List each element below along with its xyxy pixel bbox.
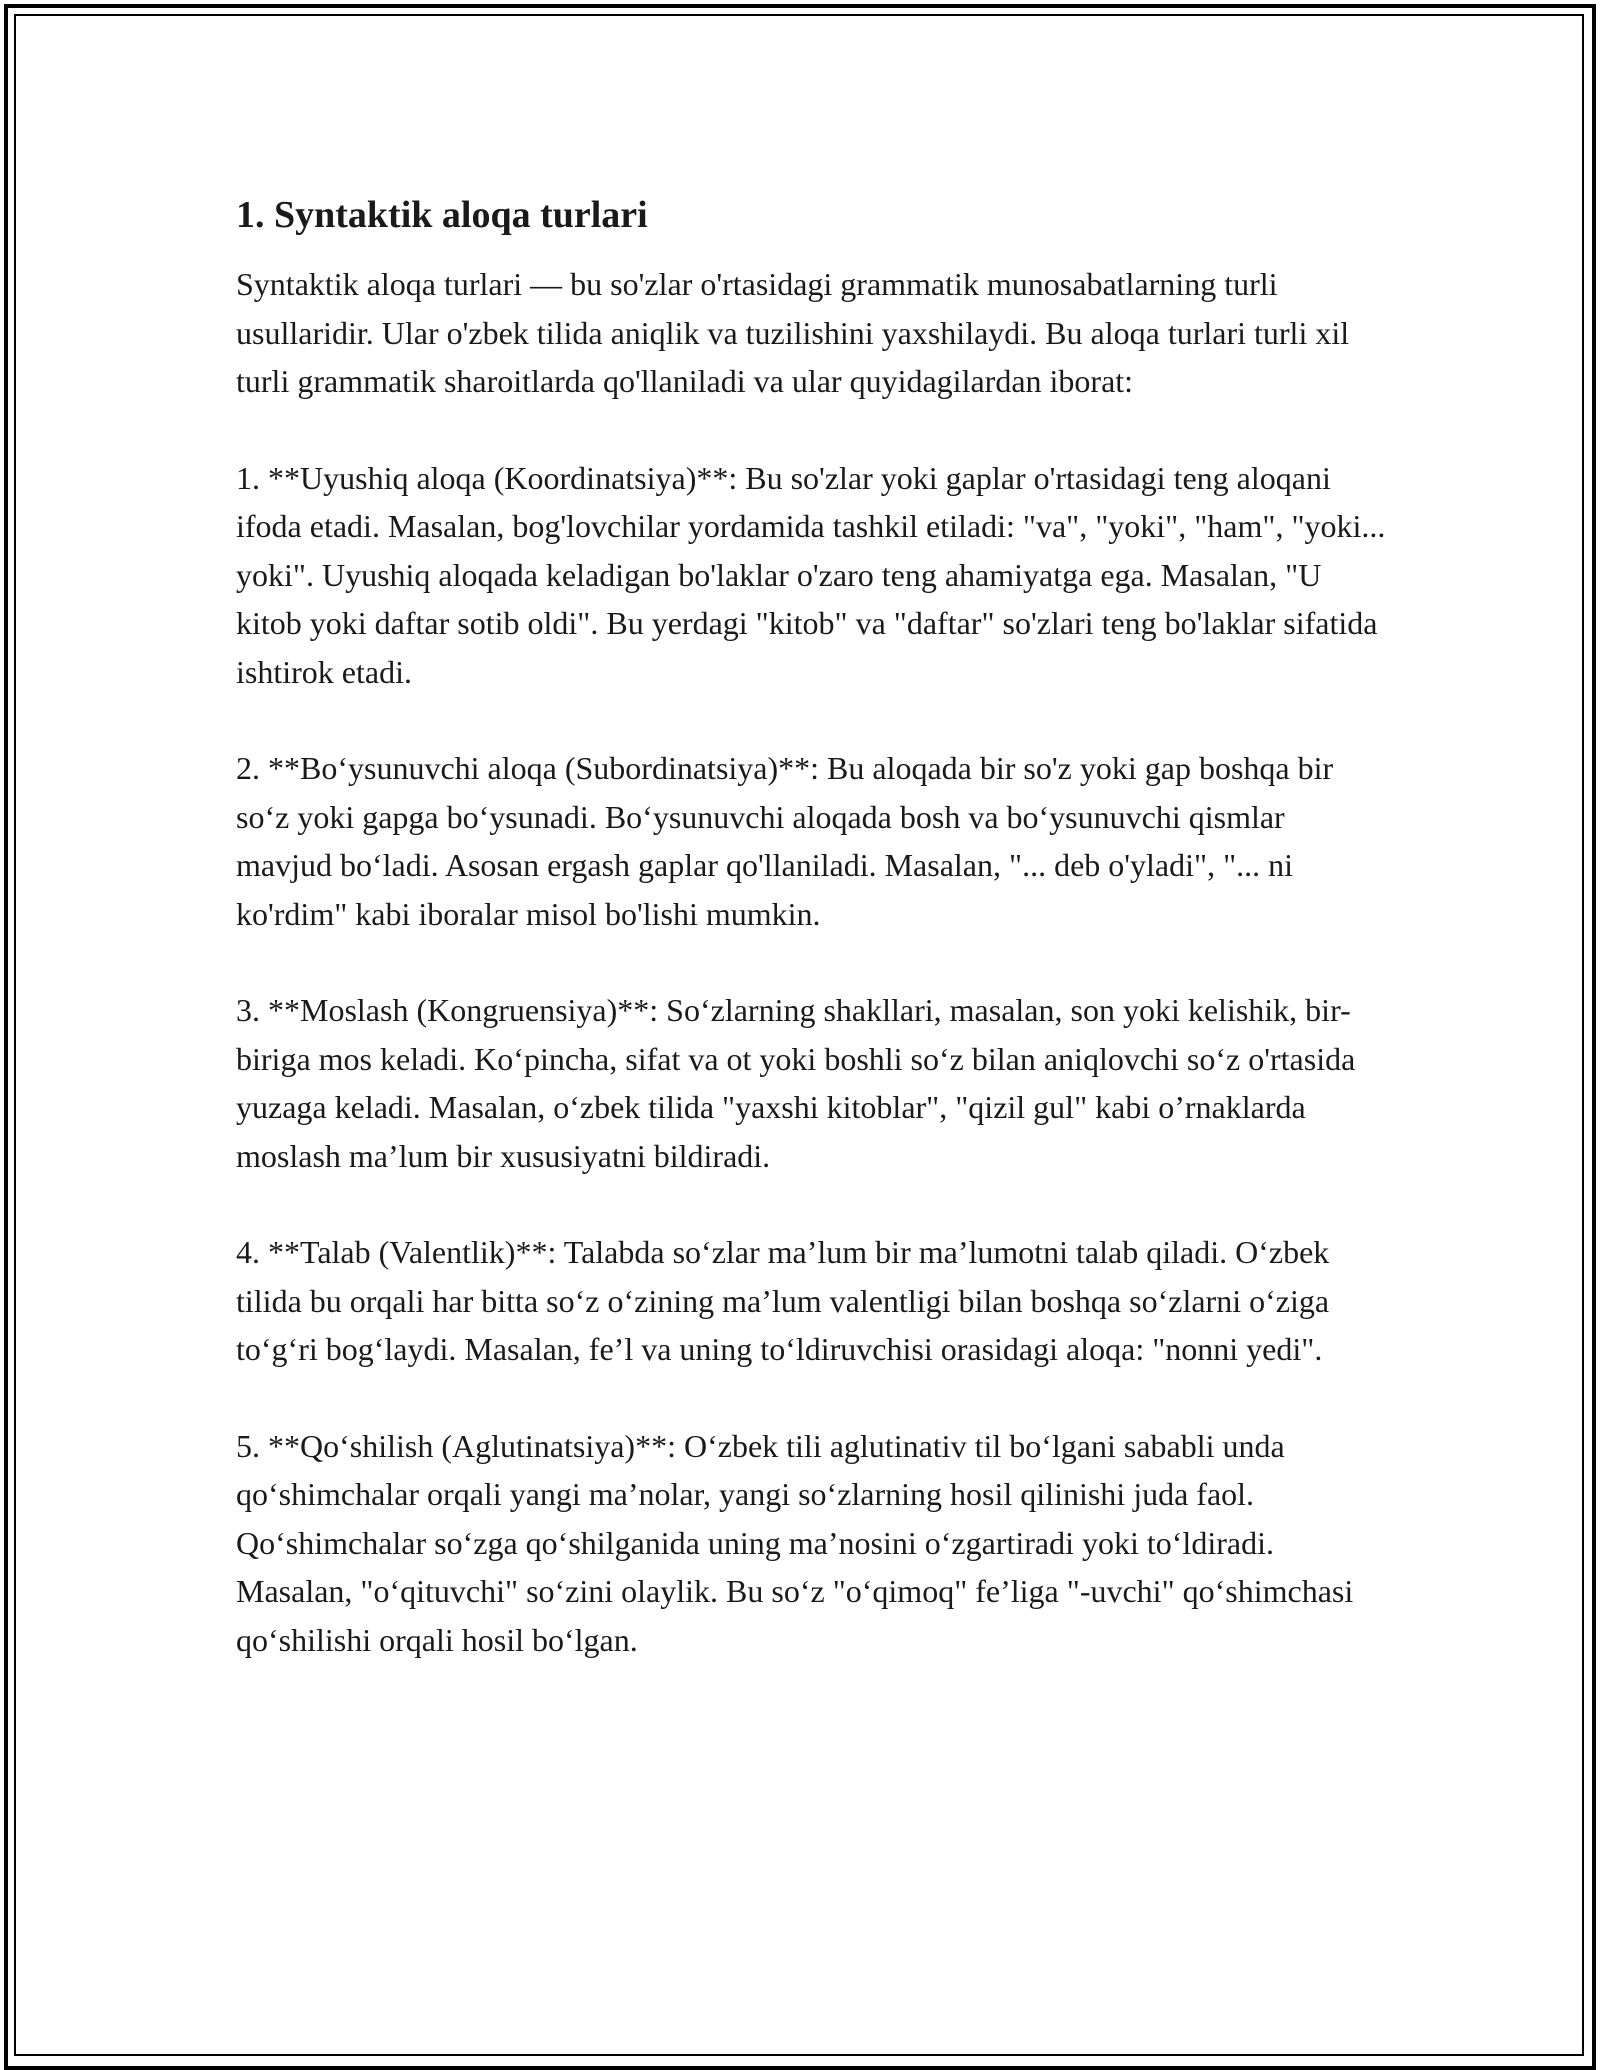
list-item-coordination: 1. **Uyushiq aloqa (Koordinatsiya)**: Bu so'zlar yoki gaplar o'rtasidagi teng aloqani ifoda etadi. Masalan, bog'lovchilar yordamida tashkil etiladi: "va", "yoki", "ham", "yoki... yoki". Uyushiq aloqada keladigan bo'laklar o'zaro teng ahamiyatga ega. Masalan, "U kitob yoki daftar sotib oldi". Bu yerdagi "kitob" va "daftar" so'zlari teng bo'laklar sifatida ishtirok etadi. [236, 459, 1386, 690]
list-item-agglutination: 5. **Qo‘shilish (Aglutinatsiya)**: O‘zbek tili aglutinativ til bo‘lgani sababli unda qo‘shimchalar orqali yangi ma’nolar, yangi so‘zlarning hosil qilinishi juda faol. Qo‘shimchalar so‘zga qo‘shilganida uning ma’nosini o‘zgartiradi yoki to‘ldiradi. Masalan, "o‘qituvchi" so‘zini olaylik. Bu so‘z "o‘qimoq" fe’liga "-uvchi" qo‘shimchasi qo‘shilishi orqali hosil bo‘lgan. [236, 1427, 1354, 1658]
document-body [236, 188, 1386, 1712]
list-item-subordination: 2. **Bo‘ysunuvchi aloqa (Subordinatsiya)**: Bu aloqada bir so'z yoki gap boshqa bir so‘z yoki gapga bo‘ysunadi. Bo‘ysunuvchi aloqada bosh va bo‘ysunuvchi qismlar mavjud bo‘ladi. Asosan ergash gaplar qo'llaniladi. Masalan, "... deb o'yladi", "... ni ko'rdim" kabi iboralar misol bo'lishi mumkin. [236, 750, 1334, 932]
intro-paragraph: Syntaktik aloqa turlari — bu so'zlar o'rtasidagi grammatik munosabatlarning turli usullaridir. Ular o'zbek tilida aniqlik va tuzilishini yaxshilaydi. Bu aloqa turlari turli xil turli grammatik sharoitlarda qo'llaniladi va ular quyidagilardan iborat: [236, 266, 1350, 399]
section-heading: 1. Syntaktik aloqa turlari [236, 194, 648, 236]
list-item-congruence: 3. **Moslash (Kongruensiya)**: So‘zlarning shakllari, masalan, son yoki kelishik, bir-biriga mos keladi. Ko‘pincha, sifat va ot yoki boshli so‘z bilan aniqlovchi so‘z o'rtasida yuzaga keladi. Masalan, o‘zbek tilida "yaxshi kitoblar", "qizil gul" kabi o’rnaklarda moslash ma’lum bir xususiyatni bildiradi. [236, 992, 1356, 1174]
list-item-valency: 4. **Talab (Valentlik)**: Talabda so‘zlar ma’lum bir ma’lumotni talab qiladi. O‘zbek tilida bu orqali har bitta so‘z o‘zining ma’lum valentligi bilan boshqa so‘zlarni o‘ziga to‘g‘ri bog‘laydi. Masalan, fe’l va uning to‘ldiruvchisi orasidagi aloqa: "nonni yedi". [236, 1234, 1330, 1367]
